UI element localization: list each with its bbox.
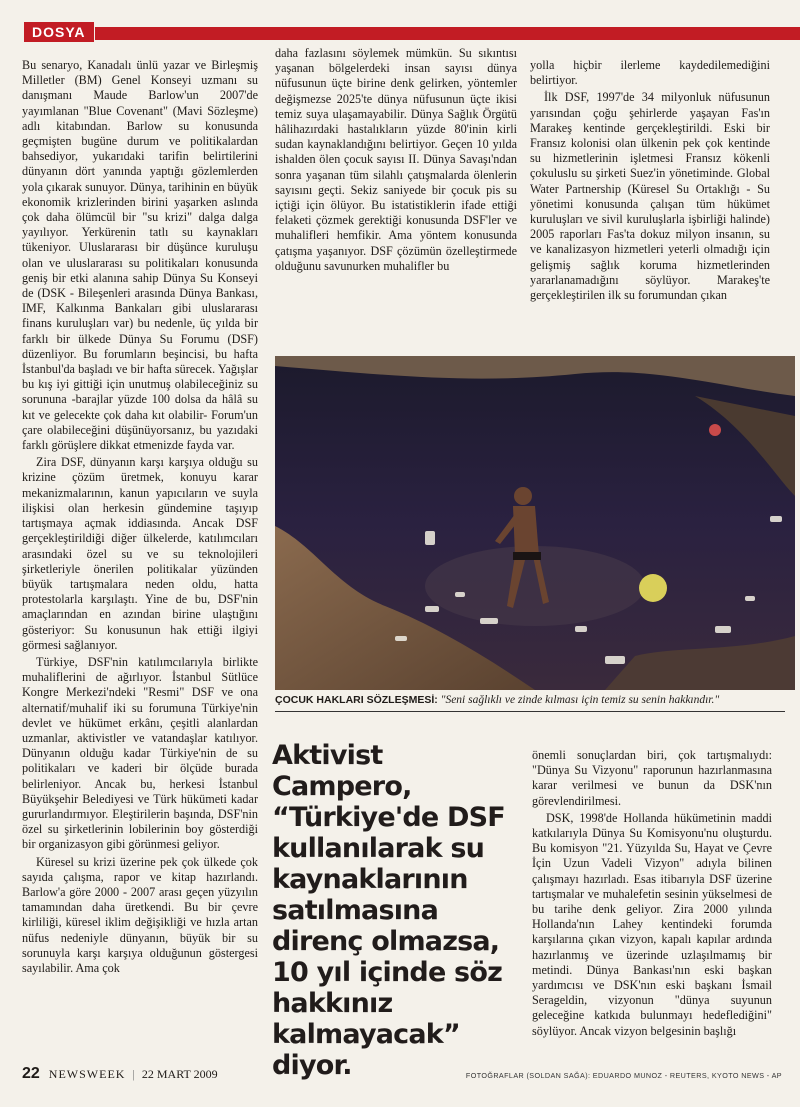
page-footer xyxy=(22,1064,782,1084)
article-column-1 xyxy=(22,58,258,1058)
paragraph: yolla hiçbir ilerleme kaydedilemediğini belirtiyor. xyxy=(530,58,770,88)
issue-date: 22 MART 2009 xyxy=(141,1067,218,1081)
article-column-3-bottom xyxy=(532,748,772,1058)
section-header xyxy=(0,20,800,42)
article-column-2 xyxy=(275,46,517,356)
footer-separator: | xyxy=(132,1067,135,1081)
paragraph: İlk DSF, 1997'de 34 milyonluk nüfusunun yarısından çoğu şehirlerde yaşayan Fas'ın Marakeş kentinde gerçekleştirildi. Eski bir Fransız kolonisi olan ülkenin pek çok kentinde su hizmetlerinin işletmesi Fransız kökenli çokuluslu su şirketi Suez'in yönetiminde. Global Water Partnership (Küresel Su Ortaklığı - Su yönetimi konusunda çalışan tüm hükümet kuruluşları ve sivil kuruluşlarla işbirliği halinde) 2005 raporları Fas'ta dokuz milyon insanın, su ve kanalizasyon hizmetleri yeterli olmadığı için gelişmiş sağlık koruma hizmetlerinden yararlanamadığını söylüyor. Marakeş'te gerçekleştirilen ilk su forumundan çıkan xyxy=(530,90,770,303)
paragraph: Türkiye, DSF'nin katılımcılarıyla birlikte muhaliflerini de ağırlıyor. İstanbul Sütlüce Kongre Merkezi'ndeki "Resmi" DSF ve ona alternatif/muhalif iki su forumuna Türkiye'nin devlet ve hükümet erkânı, çeşitli alanlardan uzmanlar, aktivistler ve vatandaşlar katılıyor. Dünyanın olduğu kadar Türkiye'nin de su politikaları ve kaderi bir ölçüde burada belirleniyor. Ancak bu, herkesi İstanbul Büyükşehir Belediyesi ve Türk hükümeti kadar gururlandırmıyor. Eleştirilerin başında, DSF'nin özel su şirketlerinin lobilerinin boy gösterdiği bir organizasyon gibi görünmesi geliyor. xyxy=(22,654,258,852)
article-photo xyxy=(275,356,795,690)
paragraph: önemli sonuçlardan biri, çok tartışmalıydı: "Dünya Su Vizyonu" raporunun hazırlanmasına karar verilmesi ve bunun da DSK'nın görevlendirilmesi. xyxy=(532,748,772,808)
page-number: 22 xyxy=(22,1065,40,1082)
paragraph: Küresel su krizi üzerine pek çok ülkede çok sayıda çalışma, rapor ve kitap hazırlandı. Barlow'a göre 2000 - 2007 arası geçen yüzyılın tamamından daha üretkendi. Bu bir çevre kirliliği, küresel iklim değişikliği ve hızla artan nüfus nedeniyle dünyanın, büyük bir su sorunuyla karşı karşıya olduğunun göstergesi sayılabilir. Ama çok xyxy=(22,854,258,975)
caption-lead: ÇOCUK HAKLARI SÖZLEŞMESİ: xyxy=(275,694,438,706)
caption-quote: "Seni sağlıklı ve zinde kılması için temiz su senin hakkındır." xyxy=(440,694,720,706)
section-rule xyxy=(95,27,800,40)
article-column-3-top xyxy=(530,58,770,358)
paragraph: Zira DSF, dünyanın karşı karşıya olduğu su krizine çözüm üretmek, konuyu karar mekanizmalarının, kanun yapıcıların ve suyla ilişkisi olan herkesin gündemine taşıyıp tartışmaya açmak iddiasında. Ancak DSF gerçekleştirildiği diğer ülkelerde, katılımcıları arasındaki özel su ve su teknolojileri şirketleriyle önerilen politikalar yüzünden büyük tartışmalara neden oldu, hatta protestolarla karşılaştı. Yine de bu, DSF'nin amaçlarından en azından birine ulaştığını gösteriyor: Su konusunun hak ettiği ilgiyi görmesi sağlanıyor. xyxy=(22,455,258,652)
pull-quote: Aktivist Campero, “Türkiye'de DSF kullanılarak su kaynaklarının satılmasına direnç olmazsa, 10 yıl içinde söz hakkınız kalmayacak” diyor. xyxy=(272,740,505,1081)
photo-caption xyxy=(275,693,785,712)
photo-illustration xyxy=(275,356,795,690)
photo-credits: FOTOĞRAFLAR (SOLDAN SAĞA): EDUARDO MUNOZ - REUTERS, KYOTO NEWS - AP xyxy=(465,1071,782,1080)
section-tag: DOSYA xyxy=(24,22,94,42)
paragraph: Bu senaryo, Kanadalı ünlü yazar ve Birleşmiş Milletler (BM) Genel Konseyi uzmanı su danışmanı Maude Barlow'un 2007'de yayımlanan "Blue Covenant" (Mavi Sözleşme) adlı kitabından. Barlow su konusunda geçmişten bugüne durum ve politikalardan bahsediyor, yukarıdaki tarifin belirtilerini dünyanın dört yanında yaptığı gözlemlerden yola çıkarak sunuyor. Dünya, tarihinin en büyük ekonomik krizlerinden birini yaşarken aslında çok daha ölümcül bir "su krizi" dalga dalga yayılıyor. Yerkürenin tatlı su kaynakları tükeniyor. Uluslararası bir düşünce kuruluşu olan ve uluslararası su politikaları konusunda geniş bir etki alanına sahip Dünya Su Konseyi de (DSK - Bileşenleri arasında Dünya Bankası, IMF, Kalkınma Bankaları gibi uluslararası finans kuruluşları var) bu nedenle, üç yılda bir farklı bir ülkede Dünya Su Forumu (DSF) düzenliyor. Bu forumların beşincisi, bu hafta İstanbul'da başladı ve bir hafta sürecek. Yağışlar bu kış iyi gittiği için unutmuş olabileceğiniz su sorununa -barajlar yüzde 100 dolsa da hâlâ su kıt ve gelecekte çok daha kıt olabilir- Forum'un çare olabileceğini düşünüyorsanız, bu yazıdaki farklı görüşlere dikkat etmenizde fayda var. xyxy=(22,58,258,453)
paragraph: DSK, 1998'de Hollanda hükümetinin maddi katkılarıyla Dünya Su Komisyonu'nu oluşturdu. Bu komisyon "21. Yüzyılda Su, Hayat ve Çevre İçin Uzun Vadeli Vizyon" adıyla bilinen çalışmayı hazırladı. Esas itibarıyla DSF üzerine tartışmalar ve muhalefetin sesinin yükselmesi de bu tarihe denk geliyor. Zira 2000 yılında Hollanda'nın Lahey kentindeki forumda karşılarına çıkan vizyon, kapalı kapılar ardında hazırlanmış ve üzerinde uzlaşılmamış bir metindi. Dünya Bankası'nın eski başkan yardımcısı ve DSK'nın eski başkanı İsmail Serageldin, vizyonun "dünya suyunun geleceğine katkıda bulunmayı hedeflediğini" söylüyor. Ancak vizyon belgesinin başlığı xyxy=(532,810,772,1038)
magazine-name: NEWSWEEK xyxy=(48,1067,126,1081)
paragraph: daha fazlasını söylemek mümkün. Su sıkıntısı yaşanan bölgelerdeki insan sayısı dünya nüfusunun üçte birine denk gelirken, yöntemler değişmezse 2025'te dünya nüfusunun üçte ikisi temiz suya ulaşamayabilir. Dünya Sağlık Örgütü hâlihazırdaki hastalıkların yüzde 80'inin kirli sudan kaynaklandığını belirtiyor. Geçen 10 yılda ishalden ölen çocuk sayısı II. Dünya Savaşı'ndan sonra yaşanan tüm silahlı çatışmalarda ölenlerin sayısını geçti. Sekiz saniyede bir çocuk pis su içtiği için ölüyor. Bu istatistiklerin ifade ettiği felaketi çözmek gerektiği konusunda DSF'ler ve muhalifleri hemfikir. Ama yöntem konusunda çatışma yaşanıyor. DSF çözümün özelleştirmede olduğunu savunurken muhalifler bu xyxy=(275,46,517,273)
